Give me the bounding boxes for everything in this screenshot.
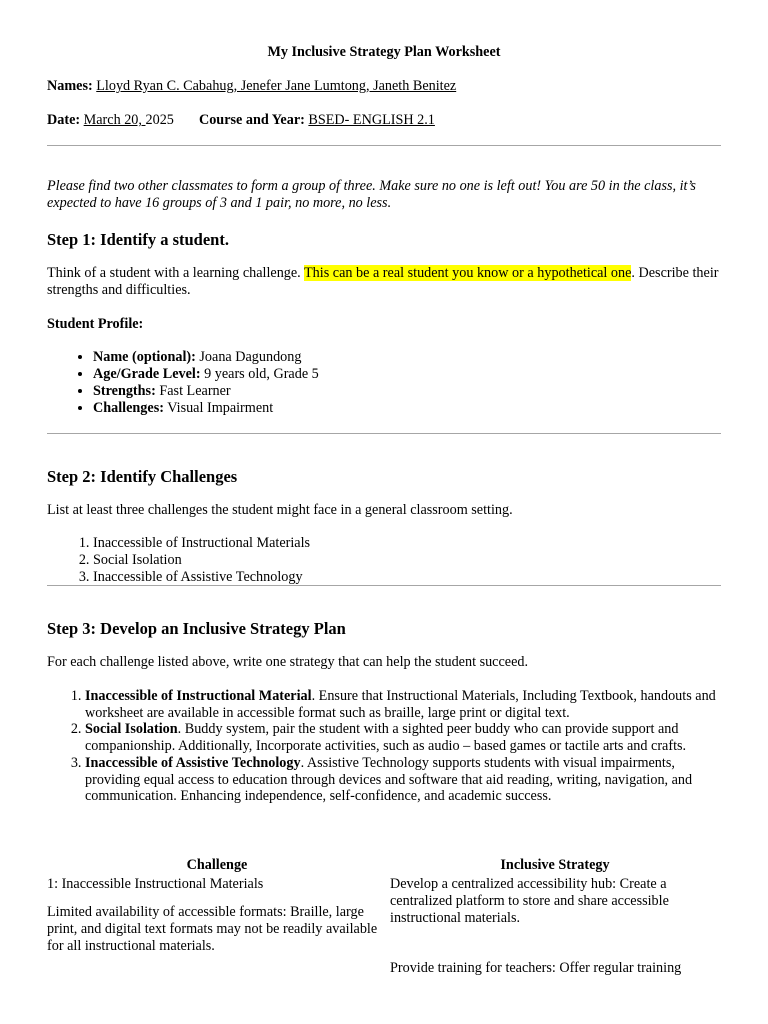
strategies-list: [47, 688, 721, 805]
profile-challenges-value: Visual Impairment: [163, 400, 274, 416]
date-year: 2025: [145, 112, 174, 128]
course-label: Course and Year:: [198, 112, 305, 128]
names-label: Names:: [47, 78, 93, 94]
instructions-text: Please find two other classmates to form a group of three. Make sure no one is left out! You are 50 in the class, it’s expected to have 16 groups of 3 and 1 pair, no more, no less.: [47, 178, 696, 211]
step3-intro: For each challenge listed above, write one strategy that can help the student succeed.: [47, 654, 529, 670]
date-value: March 20,: [83, 112, 146, 128]
list-item: [85, 721, 721, 754]
divider: [47, 585, 721, 586]
list-item: 2. Social Isolation: [93, 552, 721, 569]
table-cell: Limited availability of accessible formats: Braille, large print, and digital text formats may not be readily available for all instructional materials.: [47, 904, 378, 954]
step3-heading: Step 3: Develop an Inclusive Strategy Plan: [47, 619, 346, 638]
list-item: [85, 755, 721, 805]
strategy-text: . Ensure that Instructional Materials, Including Textbook, handouts and worksheet are available in accessible format such as braille, large print or digital text.: [85, 688, 716, 721]
divider: [47, 433, 721, 434]
challenges-list: [47, 535, 721, 586]
list-item: [93, 383, 721, 400]
profile-name-label: Name (optional):: [93, 349, 196, 365]
step1-intro: [47, 265, 721, 299]
student-profile-list: [47, 349, 721, 417]
page-title: My Inclusive Strategy Plan Worksheet: [267, 44, 501, 60]
list-item: 1. Inaccessible of Instructional Materials: [93, 535, 721, 552]
step1-heading: Step 1: Identify a student.: [47, 230, 229, 249]
student-profile-label: Student Profile:: [47, 316, 144, 332]
table-cell: Develop a centralized accessibility hub: Create a centralized platform to store and share accessible instructional materials.: [390, 876, 669, 926]
list-item: [93, 349, 721, 366]
list-item: [93, 400, 721, 417]
table-header-strategy: Inclusive Strategy: [500, 857, 610, 873]
profile-name-value: Joana Dagundong: [195, 349, 302, 365]
profile-strengths-value: Fast Learner: [155, 383, 231, 399]
strategy-title: Inaccessible of Assistive Technology: [85, 754, 301, 771]
step1-intro-text: Think of a student with a learning challenge.: [47, 265, 305, 281]
table-cell: Provide training for teachers: Offer regular training: [390, 960, 682, 976]
names-value: Lloyd Ryan C. Cabahug, Jenefer Jane Lumtong, Janeth Benitez: [96, 78, 457, 94]
profile-challenges-label: Challenges:: [93, 400, 164, 416]
names-line: [47, 78, 721, 95]
strategy-text: . Buddy system, pair the student with a sighted peer buddy who can provide support and companionship. Additionally, Incorporate activities, such as audio – based games or tactile arts and crafts.: [85, 721, 687, 755]
date-label: Date:: [47, 112, 81, 128]
strategy-title: Social Isolation: [85, 721, 178, 738]
strategy-text: . Assistive Technology supports students with visual impairments, providing equal access to education through devices and software that aid reading, writing, navigation, and communication. Enhancing independence, self-confidence, and academic success.: [85, 754, 693, 805]
step2-intro: List at least three challenges the student might face in a general classroom setting.: [47, 502, 513, 518]
divider: [47, 145, 721, 146]
list-item: 3. Inaccessible of Assistive Technology: [93, 569, 721, 586]
profile-age-label: Age/Grade Level:: [93, 366, 201, 382]
profile-strengths-label: Strengths:: [93, 383, 156, 399]
step2-heading: Step 2: Identify Challenges: [47, 467, 238, 486]
date-course-line: [47, 112, 721, 129]
table-header-challenge: Challenge: [186, 857, 248, 873]
highlighted-text: This can be a real student you know or a hypothetical one: [304, 265, 632, 281]
course-value: BSED- ENGLISH 2.1: [308, 112, 435, 128]
table-cell: 1: Inaccessible Instructional Materials: [47, 876, 264, 892]
strategy-title: Inaccessible of Instructional Material: [85, 688, 312, 704]
step1-intro-text-end: . Describe their strengths and difficulties.: [47, 265, 719, 298]
list-item: [85, 688, 721, 721]
list-item: [93, 366, 721, 383]
profile-age-value: 9 years old, Grade 5: [200, 366, 319, 382]
